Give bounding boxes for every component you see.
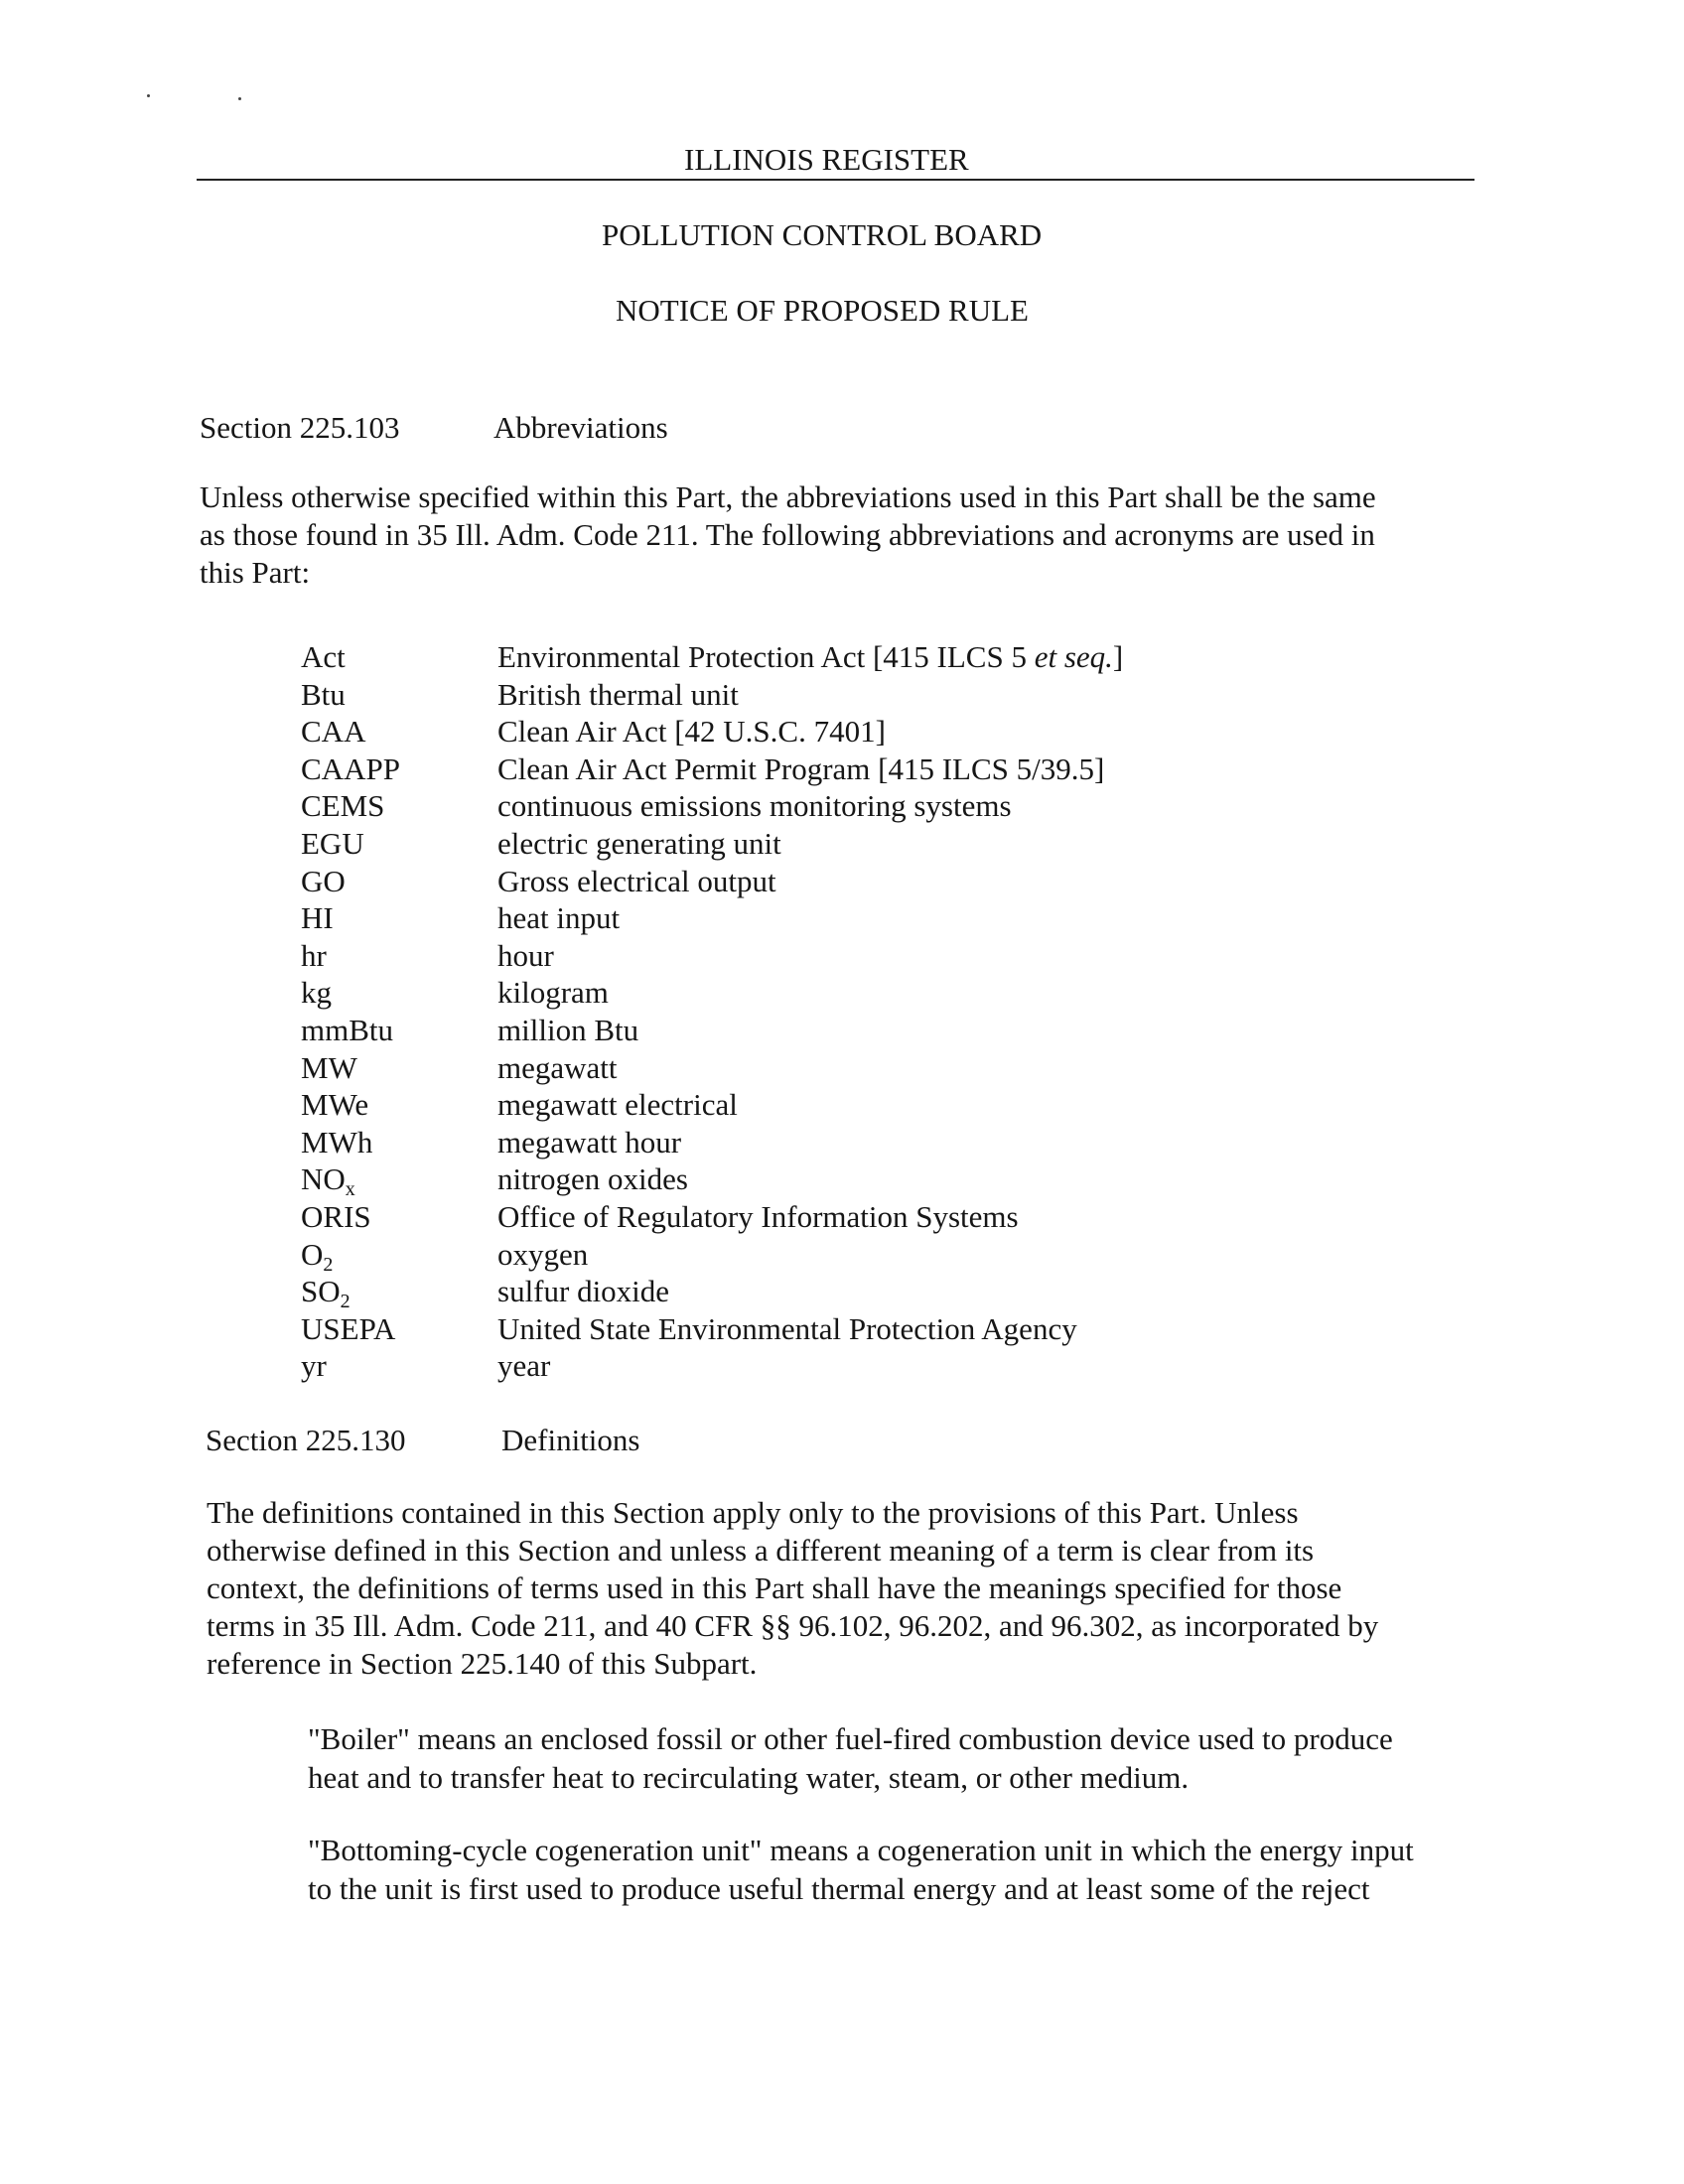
abbreviation-term: $NO_x$ (301, 1161, 355, 1201)
scan-speck (238, 97, 241, 100)
abbreviation-definition: kilogram (497, 975, 609, 1011)
abbreviation-definition: million Btu (497, 1012, 639, 1047)
abbreviation-definition: oxygen (497, 1236, 589, 1272)
abbreviation-definition: megawatt hour (497, 1124, 682, 1160)
abbreviation-definition: United State Environmental Protection Agency (497, 1310, 1077, 1346)
paragraph-line: heat and to transfer heat to recirculating water, steam, or other medium. (308, 1760, 1190, 1795)
definition-bottoming-cycle (308, 1832, 1414, 1909)
abbreviation-term: CAAPP (301, 751, 400, 786)
abbreviation-term: CEMS (301, 788, 385, 824)
abbreviation-definition: continuous emissions monitoring systems (497, 788, 1012, 824)
paragraph-line: reference in Section 225.140 of this Subpart. (207, 1646, 758, 1681)
paragraph-line: "Boiler" means an enclosed fossil or other fuel-fired combustion device used to produce (308, 1721, 1393, 1756)
abbreviation-term: GO (301, 863, 346, 898)
paragraph-line: context, the definitions of terms used in this Part shall have the meanings specified for those (207, 1570, 1342, 1605)
paragraph-line: as those found in 35 Ill. Adm. Code 211. The following abbreviations and acronyms are used in (200, 517, 1375, 552)
paragraph-line: this Part: (200, 555, 311, 590)
paragraph-line: otherwise defined in this Section and unless a different meaning of a term is clear from its (207, 1533, 1315, 1568)
section-title: Abbreviations (493, 410, 668, 445)
abbreviation-term: kg (301, 975, 332, 1011)
section-title: Definitions (501, 1423, 640, 1457)
abbreviation-term: Act (301, 639, 346, 674)
abbreviation-term: ORIS (301, 1198, 371, 1234)
abbreviation-definition: Clean Air Act Permit Program [415 ILCS 5/39.5] (497, 751, 1105, 786)
abbreviation-term: MWe (301, 1087, 369, 1123)
abbreviation-definition: megawatt electrical (497, 1087, 738, 1123)
abbreviation-definition: year (497, 1348, 551, 1384)
abbreviation-definition: electric generating unit (497, 825, 781, 861)
abbreviation-definition: sulfur dioxide (497, 1274, 670, 1309)
definition-boiler (308, 1720, 1393, 1798)
section-number: Section 225.103 (200, 410, 400, 445)
abbreviation-definition: Clean Air Act [42 U.S.C. 7401] (497, 714, 886, 750)
abbreviation-term: yr (301, 1348, 327, 1384)
paragraph-line: The definitions contained in this Section apply only to the provisions of this Part. Unless (207, 1495, 1299, 1530)
scan-speck (147, 94, 150, 97)
section-number: Section 225.130 (206, 1423, 406, 1457)
abbreviation-term: CAA (301, 714, 366, 750)
abbreviation-term: MW (301, 1049, 357, 1085)
abbreviation-term: HI (301, 900, 334, 936)
paragraph-line: "Bottoming-cycle cogeneration unit" means a cogeneration unit in which the energy input (308, 1833, 1414, 1867)
paragraph-line: Unless otherwise specified within this Part, the abbreviations used in this Part shall be the same (200, 479, 1376, 514)
abbreviation-term: USEPA (301, 1310, 396, 1346)
header-rule (197, 179, 1474, 181)
abbreviation-term: Btu (301, 676, 346, 712)
paragraph-line: terms in 35 Ill. Adm. Code 211, and 40 CFR §§ 96.102, 96.202, and 96.302, as incorporated by (207, 1608, 1379, 1643)
abbreviation-term: MWh (301, 1124, 373, 1160)
abbreviation-term: EGU (301, 825, 364, 861)
abbreviation-definition: Environmental Protection Act [415 ILCS 5 et seq.] (497, 639, 1124, 674)
abbreviation-definition: nitrogen oxides (497, 1161, 688, 1197)
abbreviation-definition: British thermal unit (497, 676, 739, 712)
abbreviations-intro (200, 478, 1376, 592)
abbreviation-definition: heat input (497, 900, 621, 936)
abbreviation-term: $SO_2$ (301, 1274, 351, 1313)
abbreviation-term: $O_2$ (301, 1236, 334, 1276)
abbreviation-term: mmBtu (301, 1012, 394, 1047)
definitions-intro (207, 1494, 1378, 1683)
abbreviation-definition: Gross electrical output (497, 863, 776, 898)
abbreviation-term: hr (301, 937, 327, 973)
paragraph-line: to the unit is first used to produce useful thermal energy and at least some of the reject (308, 1871, 1370, 1906)
abbreviation-definition: megawatt (497, 1049, 618, 1085)
abbreviation-definition: hour (497, 937, 554, 973)
abbreviation-definition: Office of Regulatory Information Systems (497, 1198, 1019, 1234)
